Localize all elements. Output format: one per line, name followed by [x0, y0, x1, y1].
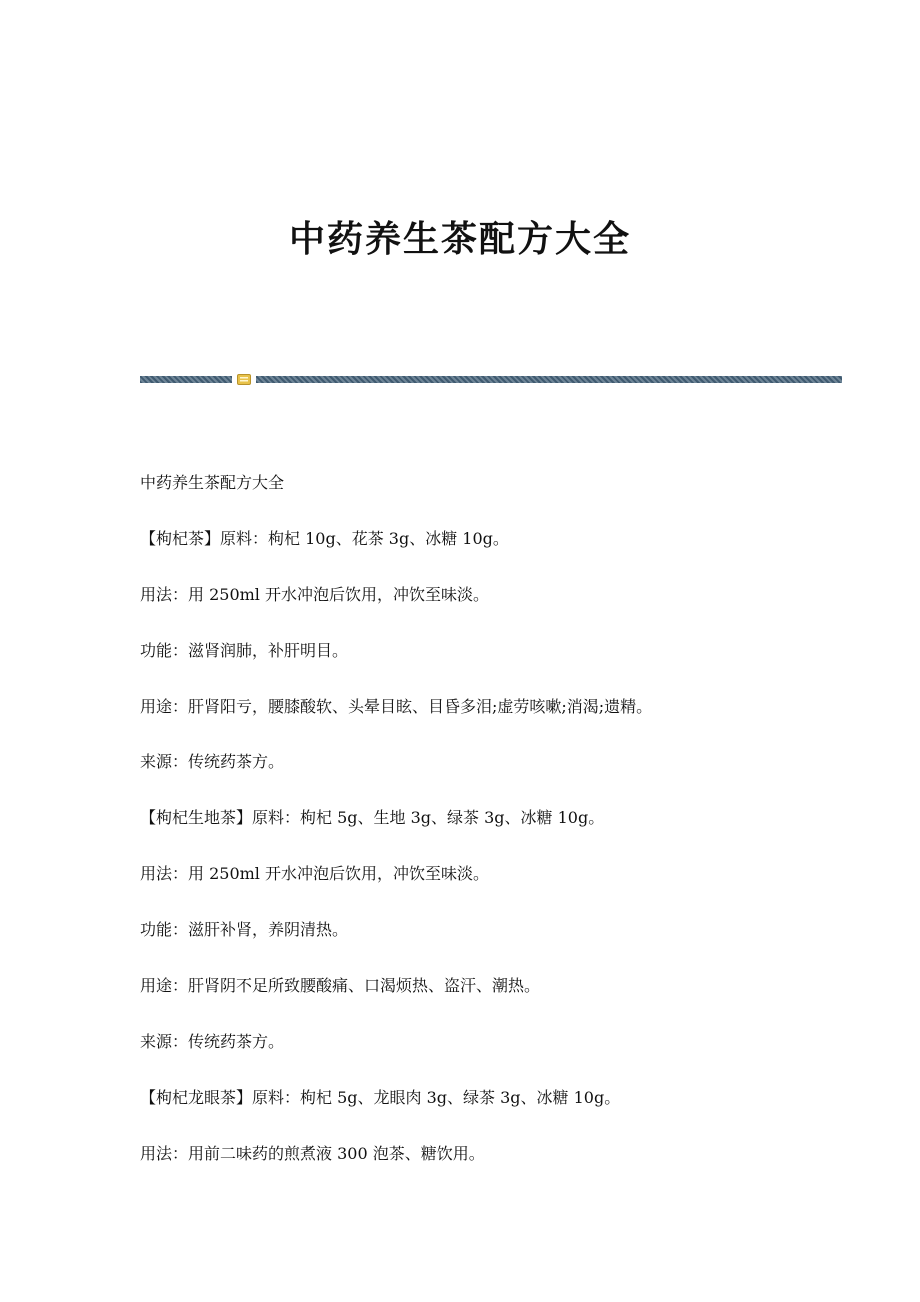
recipe-2-ingredients: 【枸杞生地茶】原料：枸杞 5g、生地 3g、绿茶 3g、冰糖 10g。 [140, 808, 605, 828]
recipe-3-ingredients: 【枸杞龙眼茶】原料：枸杞 5g、龙眼肉 3g、绿茶 3g、冰糖 10g。 [140, 1087, 621, 1107]
recipe-3-usage: 用法：用前二味药的煎煮液 300 泡茶、糖饮用。 [140, 1143, 485, 1163]
recipe-1-source: 来源：传统药茶方。 [140, 752, 285, 772]
divider-bar-left [140, 376, 232, 383]
gold-emblem-icon [237, 374, 251, 385]
body-heading: 中药养生茶配方大全 [140, 473, 285, 492]
page-title: 中药养生茶配方大全 [288, 219, 631, 260]
document-body [140, 468, 840, 1195]
recipe-1-ingredients: 【枸杞茶】原料：枸杞 10g、花茶 3g、冰糖 10g。 [140, 528, 509, 548]
recipe-2-usage: 用法：用 250ml 开水冲泡后饮用，冲饮至味淡。 [140, 864, 490, 884]
title-divider [140, 374, 842, 385]
recipe-1-function: 功能：滋肾润肺，补肝明目。 [140, 640, 349, 660]
recipe-2-function: 功能：滋肝补肾，养阴清热。 [140, 920, 349, 940]
recipe-2-source: 来源：传统药茶方。 [140, 1031, 285, 1051]
recipe-1-indications: 用途：肝肾阳亏，腰膝酸软、头晕目眩、目昏多泪;虚劳咳嗽;消渴;遗精。 [140, 696, 653, 716]
divider-bar-right [256, 376, 842, 383]
recipe-2-indications: 用途：肝肾阴不足所致腰酸痛、口渴烦热、盗汗、潮热。 [140, 976, 541, 996]
recipe-1-usage: 用法：用 250ml 开水冲泡后饮用，冲饮至味淡。 [140, 584, 490, 604]
